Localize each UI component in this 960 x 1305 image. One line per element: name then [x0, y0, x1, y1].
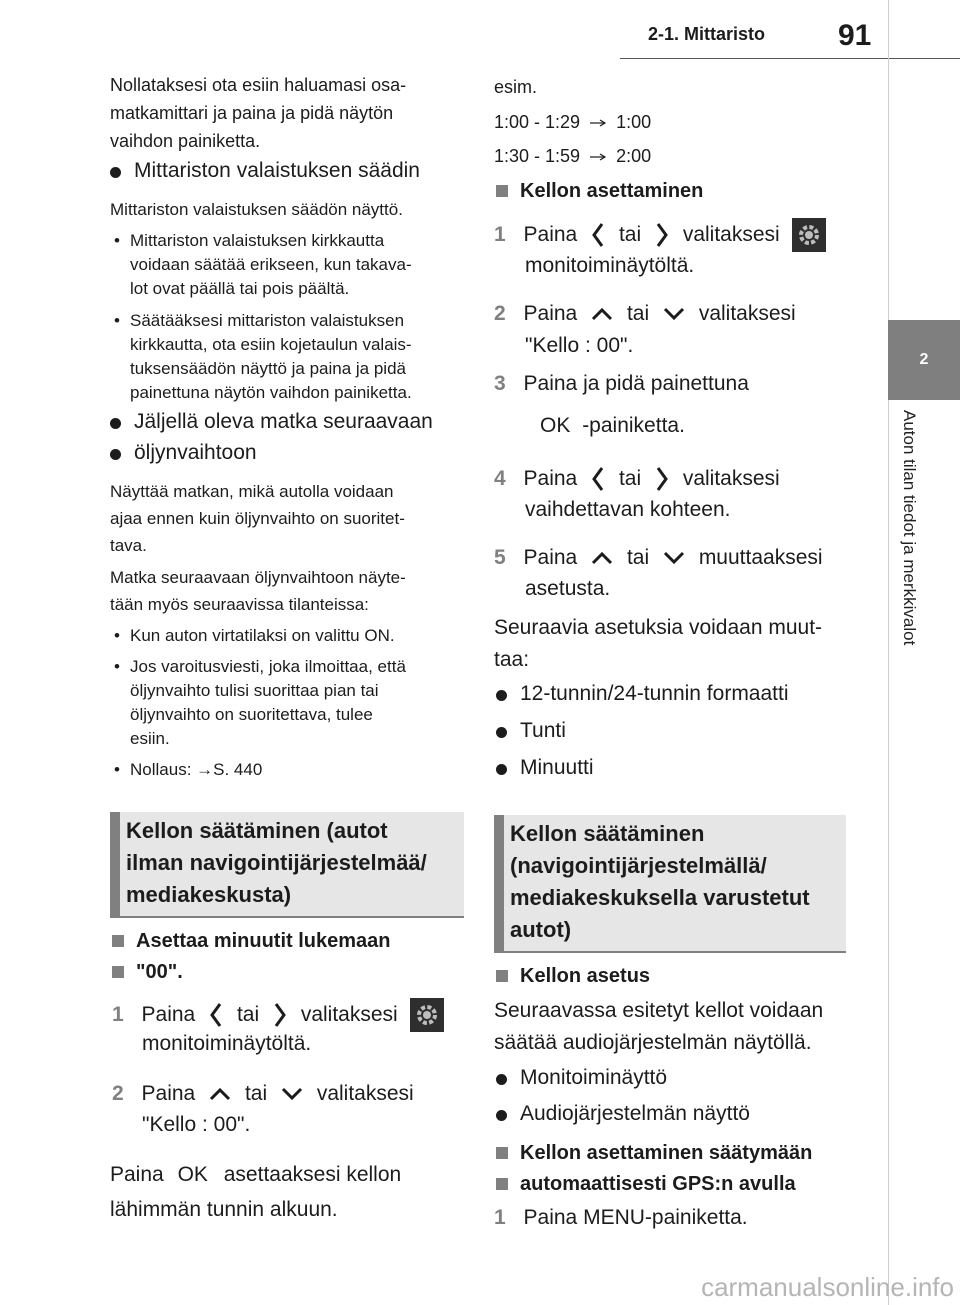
chevron-up-icon	[591, 307, 613, 321]
ok-text: Paina	[110, 1163, 164, 1186]
step-text: muuttaaksesi	[698, 546, 823, 569]
step-2	[112, 1076, 414, 1112]
heading-set-minutes-line	[136, 957, 183, 988]
step-text: -painiketta.	[582, 414, 685, 437]
step-text: valitaksesi	[682, 223, 780, 246]
step-text: Paina MENU-painiketta.	[523, 1206, 748, 1229]
settings-gear-icon	[410, 998, 444, 1032]
step-number: 3	[494, 372, 506, 395]
box-title-line: mediakeskuksella varustetut	[510, 885, 810, 910]
step-text: tai	[626, 546, 650, 569]
chevron-left-icon	[209, 1002, 223, 1028]
chapter-title-text: Auton tilan tiedot ja merkkivalot	[900, 410, 919, 646]
heading-oil-change-line: öljynvaihtoon	[134, 441, 257, 464]
chevron-down-icon	[663, 307, 685, 321]
box-title-line: (navigointijärjestelmällä/	[510, 853, 767, 878]
oil-desc-line: ajaa ennen kuin öljynvaihto on suoritet-	[110, 509, 405, 528]
chevron-right-icon	[655, 466, 669, 492]
ok-button-label: OK	[177, 1163, 208, 1186]
bullet-line: • Nollaus: →S. 440	[130, 758, 262, 782]
heading-gps-clock-line	[520, 1169, 796, 1200]
step-text: "Kello : 00".	[525, 334, 634, 357]
step-text: tai	[618, 467, 642, 490]
settings-intro-line: Seuraavia asetuksia voidaan muut-	[494, 616, 823, 639]
step-text: Paina	[523, 546, 578, 569]
step-number: 1	[494, 223, 506, 246]
step-text: valitaksesi	[316, 1082, 414, 1105]
box-title-line: autot)	[510, 917, 572, 942]
intro-line: Nollataksesi ota esiin haluamasi osa-	[110, 75, 407, 95]
oil-desc-line: Näyttää matkan, mikä autolla voidaan	[110, 482, 394, 501]
step-text: tai	[244, 1082, 268, 1105]
step-text: tai	[236, 1003, 260, 1026]
chevron-down-icon	[281, 1087, 303, 1101]
page-number: 91	[838, 19, 872, 52]
step-1	[112, 997, 444, 1033]
step-1	[494, 217, 826, 253]
step-text: "Kello : 00".	[142, 1113, 251, 1136]
chevron-left-icon	[591, 222, 605, 248]
heading-clock-adjust: Kellon asetus	[520, 961, 650, 992]
step-text: monitoiminäytöltä.	[525, 254, 695, 277]
bullet-line: painettuna näytön vaihdon painiketta.	[130, 383, 412, 402]
ok-instruction-line: lähimmän tunnin alkuun.	[110, 1198, 338, 1221]
example-label: esim.	[494, 77, 538, 97]
step-text: Paina	[523, 302, 578, 325]
step-number: 2	[112, 1082, 124, 1105]
heading-set-minutes-text: "00".	[136, 961, 183, 983]
bullet-line: lot ovat päällä tai pois päältä.	[130, 279, 350, 298]
settings-intro-line: taa:	[494, 648, 530, 671]
step-number: 5	[494, 546, 506, 569]
step-text: Paina	[141, 1082, 196, 1105]
box-title-line: mediakeskusta)	[126, 882, 292, 907]
clock-desc-line: Seuraavassa esitetyt kellot voidaan	[494, 999, 824, 1022]
example-row	[494, 143, 651, 169]
chapter-title	[889, 410, 929, 710]
step-4	[494, 461, 780, 497]
step-text: Paina ja pidä painettuna	[523, 372, 749, 395]
heading-set-minutes: Asettaa minuutit lukemaan	[136, 926, 391, 957]
example-range: 1:00 - 1:29	[494, 112, 581, 132]
bullet-line: kirkkautta, ota esiin kojetaulun valais-	[130, 335, 412, 354]
light-description: Mittariston valaistuksen säädön näyttö.	[110, 200, 403, 219]
box-title-line: ilman navigointijärjestelmää/	[126, 850, 427, 875]
chapter-tab: 2	[888, 320, 960, 400]
setting-option: Tunti	[520, 719, 566, 742]
ok-instruction	[110, 1163, 401, 1187]
setting-option: 12-tunnin/24-tunnin formaatti	[520, 682, 789, 705]
section-box-with-navigation	[494, 815, 846, 953]
watermark: carmanualsonline.info	[701, 1272, 954, 1302]
heading-light-control: Mittariston valaistuksen säädin	[134, 159, 420, 182]
ok-text: asettaaksesi kellon	[223, 1163, 402, 1186]
chevron-right-icon	[655, 222, 669, 248]
step-text: Paina	[523, 223, 578, 246]
bullet-line: öljynvaihto tulisi suorittaa pian tai	[130, 681, 379, 700]
step-text: asetusta.	[525, 577, 611, 600]
example-result: 2:00	[616, 146, 652, 166]
clock-desc-line: säätää audiojärjestelmän näytöllä.	[494, 1031, 812, 1054]
example-result: 1:00	[616, 112, 652, 132]
step-text: vaihdettavan kohteen.	[525, 498, 731, 521]
step-number: 4	[494, 467, 506, 490]
chevron-left-icon	[591, 466, 605, 492]
display-option: Audiojärjestelmän näyttö	[520, 1102, 750, 1125]
step-text: Paina	[141, 1003, 196, 1026]
bullet-line: voidaan säätää erikseen, kun takava-	[130, 255, 412, 274]
arrow-right-icon	[589, 118, 607, 128]
bullet-line: • Mittariston valaistuksen kirkkautta	[130, 229, 384, 253]
section-box-no-navigation	[110, 812, 464, 918]
display-option: Monitoiminäyttö	[520, 1066, 668, 1089]
chevron-down-icon	[663, 551, 685, 565]
oil-desc-line: tava.	[110, 536, 147, 555]
intro-line: vaihdon painiketta.	[110, 131, 261, 151]
step-3-line	[540, 414, 685, 438]
step-text: valitaksesi	[698, 302, 796, 325]
step-text: monitoiminäytöltä.	[142, 1032, 312, 1055]
chevron-up-icon	[591, 551, 613, 565]
step-number: 1	[112, 1003, 124, 1026]
step-text: valitaksesi	[682, 467, 780, 490]
heading-gps-clock: Kellon asettaminen säätymään	[520, 1138, 812, 1169]
step-number: 2	[494, 302, 506, 325]
example-range: 1:30 - 1:59	[494, 146, 581, 166]
bullet-line: • Kun auton virtatilaksi on valittu ON.	[130, 624, 395, 648]
example-row	[494, 109, 651, 135]
intro-line: matkamittari ja paina ja pidä näytön	[110, 103, 394, 123]
bullet-line: tuksensäädön näyttö ja paina ja pidä	[130, 359, 406, 378]
bullet-line: • Jos varoitusviesti, joka ilmoittaa, että	[130, 655, 406, 679]
step-5	[494, 540, 823, 576]
step-2	[494, 296, 796, 332]
heading-clock-setting: Kellon asettaminen	[520, 176, 703, 207]
step-number: 1	[494, 1206, 506, 1229]
chevron-right-icon	[273, 1002, 287, 1028]
heading-gps-clock-text: automaattisesti GPS:n avulla	[520, 1173, 796, 1195]
arrow-right-icon	[589, 152, 607, 162]
ok-button-label: OK	[540, 414, 571, 437]
heading-oil-change: Jäljellä oleva matka seuraavaan	[134, 410, 433, 433]
section-title: 2-1. Mittaristo	[648, 24, 766, 44]
step-3	[494, 372, 749, 396]
step-text: Paina	[523, 467, 578, 490]
bullet-line: • Säätääksesi mittariston valaistuksen	[130, 309, 404, 333]
oil-desc-line: Matka seuraavaan öljynvaihtoon näyte-	[110, 568, 406, 587]
box-title-line: Kellon säätäminen	[510, 821, 705, 846]
step-text: tai	[618, 223, 642, 246]
oil-desc-line: tään myös seuraavissa tilanteissa:	[110, 595, 369, 614]
bullet-line: esiin.	[130, 729, 170, 748]
chevron-up-icon	[209, 1087, 231, 1101]
setting-option: Minuutti	[520, 756, 594, 779]
step-text: tai	[626, 302, 650, 325]
bullet-line: öljynvaihto on suoritettava, tulee	[130, 705, 373, 724]
gps-step-1	[494, 1206, 748, 1230]
header-rule	[620, 58, 960, 59]
step-text: valitaksesi	[300, 1003, 398, 1026]
box-title-line: Kellon säätäminen (autot	[126, 818, 388, 843]
settings-gear-icon	[792, 218, 826, 252]
